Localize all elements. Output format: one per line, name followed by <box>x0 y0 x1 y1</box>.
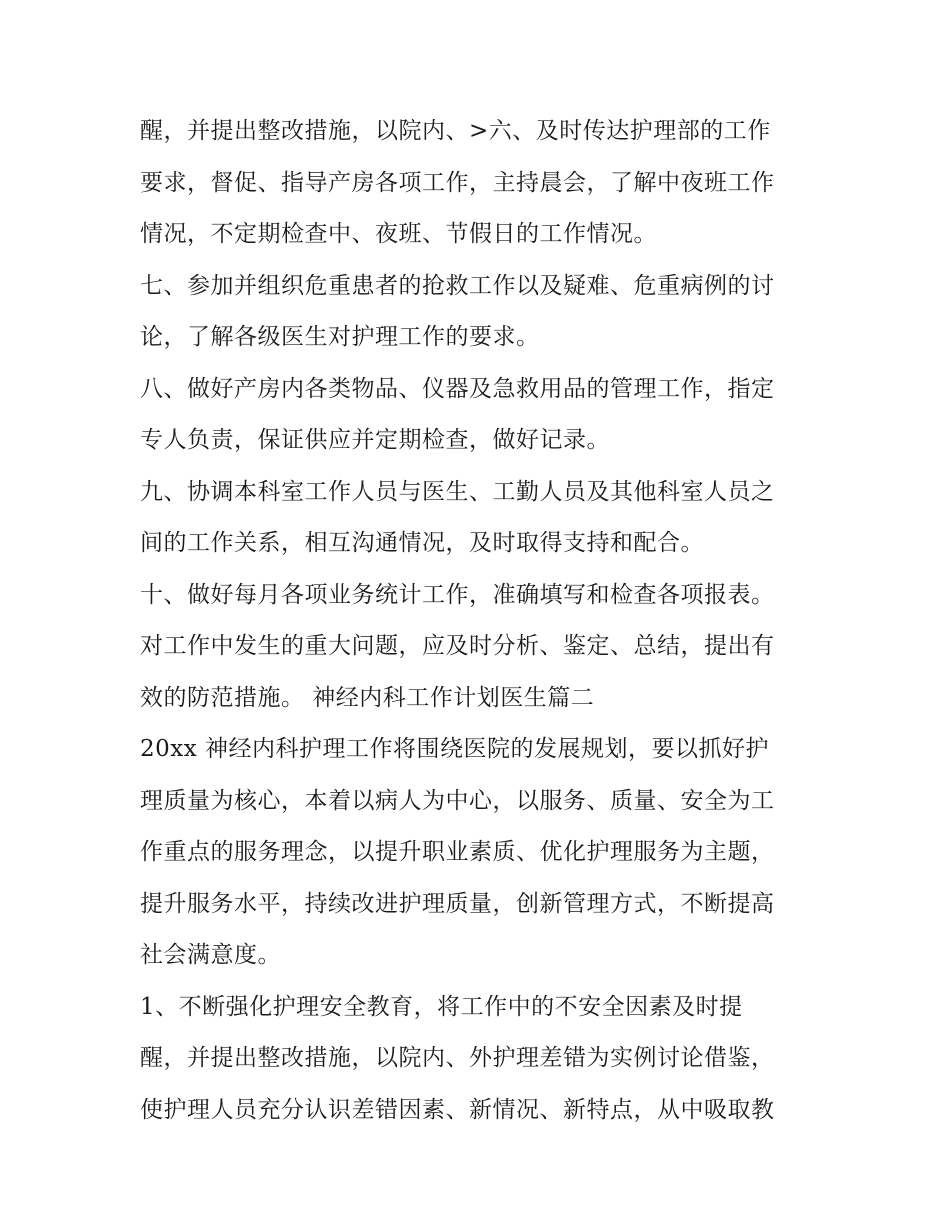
text-line: 八、做好产房内各类物品、仪器及急救用品的管理工作，指定 <box>140 375 775 402</box>
text-line: 要求，督促、指导产房各项工作，主持晨会，了解中夜班工作 <box>140 169 775 196</box>
text-line: 专人负责，保证供应并定期检查，做好记录。 <box>140 427 610 453</box>
text-line: 作重点的服务理念，以提升职业素质、优化护理服务为主题， <box>140 839 775 865</box>
text-line: 十、做好每月各项业务统计工作，准确填写和检查各项报表。 <box>140 581 775 608</box>
text-line: 醒，并提出整改措施，以院内、外护理差错为实例讨论借鉴， <box>140 1045 775 1071</box>
text-line: 1、不断强化护理安全教育，将工作中的不安全因素及时提 <box>140 993 743 1020</box>
text-line: 20xx 神经内科护理工作将围绕医院的发展规划，要以抓好护 <box>140 736 770 762</box>
text-line: 醒，并提出整改措施，以院内、>六、及时传达护理部的工作 <box>140 118 771 144</box>
text-line: 使护理人员充分认识差错因素、新情况、新特点，从中吸取教 <box>140 1096 775 1123</box>
text-line: 论，了解各级医生对护理工作的要求。 <box>140 324 540 350</box>
text-line: 七、参加并组织危重患者的抢救工作以及疑难、危重病例的讨 <box>140 272 775 299</box>
document-body <box>140 106 820 1136</box>
text-line: 间的工作关系，相互沟通情况，及时取得支持和配合。 <box>140 530 704 556</box>
text-line: 九、协调本科室工作人员与医生、工勤人员及其他科室人员之 <box>140 478 775 505</box>
text-line: 理质量为核心，本着以病人为中心，以服务、质量、安全为工 <box>140 787 775 814</box>
text-line: 对工作中发生的重大问题，应及时分析、鉴定、总结，提出有 <box>140 633 775 659</box>
text-line: 效的防范措施。 神经内科工作计划医生篇二 <box>140 684 595 711</box>
text-line: 提升服务水平，持续改进护理质量，创新管理方式，不断提高 <box>140 890 775 917</box>
text-line: 社会满意度。 <box>140 942 281 968</box>
text-line: 情况，不定期检查中、夜班、节假日的工作情况。 <box>140 221 657 247</box>
